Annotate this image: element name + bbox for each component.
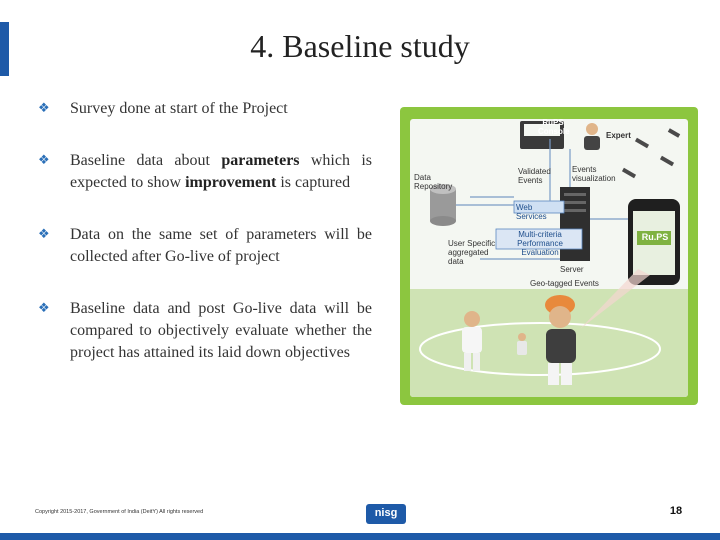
diamond-bullet-icon: ❖ [38, 101, 50, 116]
bullet-text: which is expected to show [70, 152, 372, 191]
farmer-icon [517, 333, 527, 355]
bullet-text: Baseline data and post Go-live data will be compared to objectively evaluate whether the project has attained its laid down objectives [70, 300, 372, 361]
bullet-text: Data on the same set of parameters will be collected after Go-live of project [70, 226, 372, 265]
validated-events-label: Validated Events [518, 167, 551, 185]
figure-canvas [410, 119, 688, 397]
nisg-logo [366, 504, 406, 524]
rups-console-label: RuPS Console [538, 119, 570, 136]
slide-title: 4. Baseline study [250, 28, 470, 64]
expert-label: Expert [606, 131, 631, 140]
diamond-bullet-icon: ❖ [38, 227, 50, 242]
bullet-text: Survey done at start of the Project [70, 100, 288, 117]
bottom-bar [0, 533, 720, 540]
bullet-item [38, 224, 372, 268]
events-visualization-label: Events visualization [572, 165, 616, 183]
copyright-text: Copyright 2015-2017, Government of India (DeitY) All rights reserved [35, 509, 204, 515]
user-specific-label: User Specific aggregated data [448, 239, 496, 266]
diamond-bullet-icon: ❖ [38, 153, 50, 168]
web-services-label: Web Services [516, 203, 547, 221]
logo-text: nisg [374, 507, 398, 519]
page-number: 18 [669, 505, 683, 517]
bullet-text: is captured [276, 174, 351, 191]
server-label: Server [560, 265, 584, 274]
bullet-item [38, 298, 372, 364]
bullet-item [38, 98, 372, 120]
geo-tagged-label: Geo-tagged Events [530, 279, 599, 288]
bullet-emphasis: improvement [185, 174, 277, 191]
diamond-bullet-icon: ❖ [38, 301, 50, 316]
expert-icon [586, 123, 598, 135]
bullet-text: Baseline data about [70, 152, 222, 169]
multi-criteria-label: Multi-criteria Performance Evaluation [517, 230, 563, 257]
rups-system-figure [400, 107, 698, 405]
bullet-list [38, 98, 372, 394]
data-repository-label: Data Repository [414, 173, 453, 191]
bullet-emphasis: parameters [221, 152, 300, 169]
bullet-item [38, 150, 372, 194]
phone-brand-label: Ru.PS [641, 232, 669, 242]
